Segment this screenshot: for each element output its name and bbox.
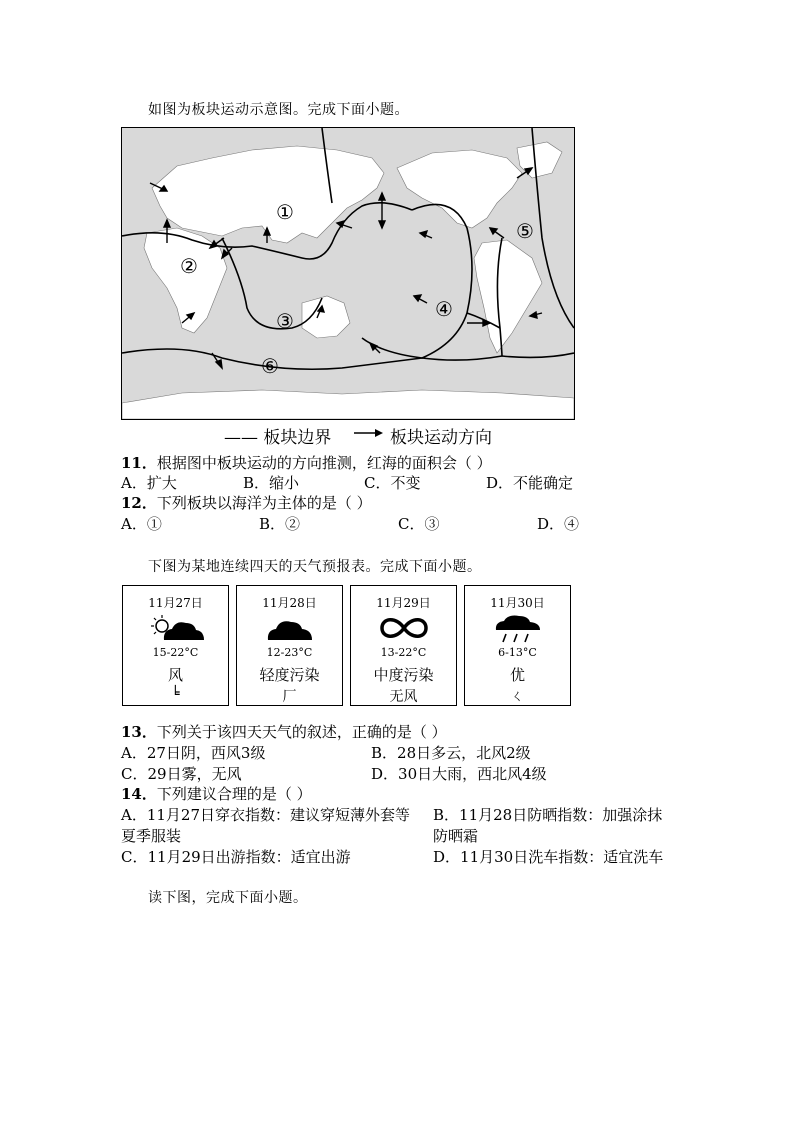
sun-cloud-icon: [150, 614, 206, 642]
card-date: 11月29日: [376, 596, 431, 610]
card-date: 11月28日: [262, 596, 317, 610]
plate-label-1: ①: [276, 200, 294, 224]
card-temperature: 12-23°C: [266, 646, 313, 659]
question-number: 12．: [121, 494, 157, 512]
world-map-svg: [122, 128, 574, 419]
card-wind-symbol: ㄑ: [510, 689, 525, 705]
card-wind-symbol: ╘: [171, 686, 180, 702]
question-text: 下列板块以海洋为主体的是（ ）: [156, 494, 372, 512]
section-intro: 如图为板块运动示意图。完成下面小题。: [148, 102, 409, 118]
card-temperature: 6-13°C: [498, 646, 537, 659]
q14-option-c[interactable]: C．11月29日出游指数：适宜出游: [121, 848, 351, 866]
card-date: 11月30日: [490, 596, 545, 610]
legend-direction: 板块运动方向: [390, 428, 492, 448]
plate-label-2: ②: [180, 254, 198, 278]
rain-cloud-icon: [492, 614, 548, 644]
plate-label-3: ③: [276, 309, 294, 333]
question-text: 根据图中板块运动的方向推测，红海的面积会（ ）: [156, 454, 492, 472]
question-number: 14．: [121, 785, 157, 803]
plate-label-6: ⑥: [261, 354, 279, 378]
q14-option-b-cont[interactable]: 防晒霜: [433, 827, 479, 845]
legend-arrow-icon: [354, 426, 384, 440]
q14-option-a[interactable]: A．11月27日穿衣指数：建议穿短薄外套等: [121, 806, 411, 824]
weather-card-1: [122, 585, 229, 706]
plate-tectonics-map: [121, 127, 575, 420]
q11-option-a[interactable]: A．扩大: [121, 474, 177, 492]
card-wind-symbol: 厂: [282, 689, 297, 705]
q12-option-a[interactable]: A．①: [121, 515, 162, 533]
card-condition: 风: [167, 666, 183, 684]
question-number: 11．: [121, 454, 157, 472]
q13-option-b[interactable]: B．28日多云，北风2级: [371, 744, 531, 762]
plate-label-5: ⑤: [516, 219, 534, 243]
card-condition: 优: [509, 666, 525, 684]
plate-label-4: ④: [435, 297, 453, 321]
question-number: 13．: [121, 723, 157, 741]
weather-card-3: [350, 585, 457, 706]
q12-option-c[interactable]: C．③: [398, 515, 440, 533]
cloud-icon: [264, 614, 320, 642]
card-temperature: 15-22°C: [152, 646, 199, 659]
q11-option-d[interactable]: D．不能确定: [486, 474, 574, 492]
weather-card-2: [236, 585, 343, 706]
question-14: [121, 783, 312, 804]
section-intro: 下图为某地连续四天的天气预报表。完成下面小题。: [148, 559, 482, 575]
legend-boundary: —— 板块边界: [224, 428, 332, 448]
q14-option-a-cont[interactable]: 夏季服装: [121, 827, 182, 845]
question-12: [121, 492, 372, 513]
q13-option-c[interactable]: C．29日雾，无风: [121, 765, 242, 783]
card-temperature: 13-22°C: [380, 646, 427, 659]
card-wind-symbol: 无风: [389, 689, 418, 705]
question-11: [121, 452, 492, 473]
q13-option-d[interactable]: D．30日大雨，西北风4级: [371, 765, 547, 783]
question-text: 下列建议合理的是（ ）: [156, 785, 312, 803]
q11-option-b[interactable]: B．缩小: [243, 474, 300, 492]
section-intro: 读下图，完成下面小题。: [148, 890, 308, 906]
card-condition: 中度污染: [373, 666, 434, 684]
q11-option-c[interactable]: C．不变: [364, 474, 421, 492]
card-condition: 轻度污染: [259, 666, 320, 684]
weather-card-4: [464, 585, 571, 706]
question-13: [121, 721, 447, 742]
q13-option-a[interactable]: A．27日阴，西风3级: [121, 744, 266, 762]
q12-option-d[interactable]: D．④: [537, 515, 580, 533]
q14-option-b[interactable]: B．11月28日防晒指数：加强涂抹: [433, 806, 663, 824]
q12-option-b[interactable]: B．②: [259, 515, 301, 533]
card-date: 11月27日: [148, 596, 203, 610]
fog-icon: [378, 614, 434, 642]
question-text: 下列关于该四天天气的叙述，正确的是（ ）: [156, 723, 447, 741]
q14-option-d[interactable]: D．11月30日洗车指数：适宜洗车: [433, 848, 664, 866]
